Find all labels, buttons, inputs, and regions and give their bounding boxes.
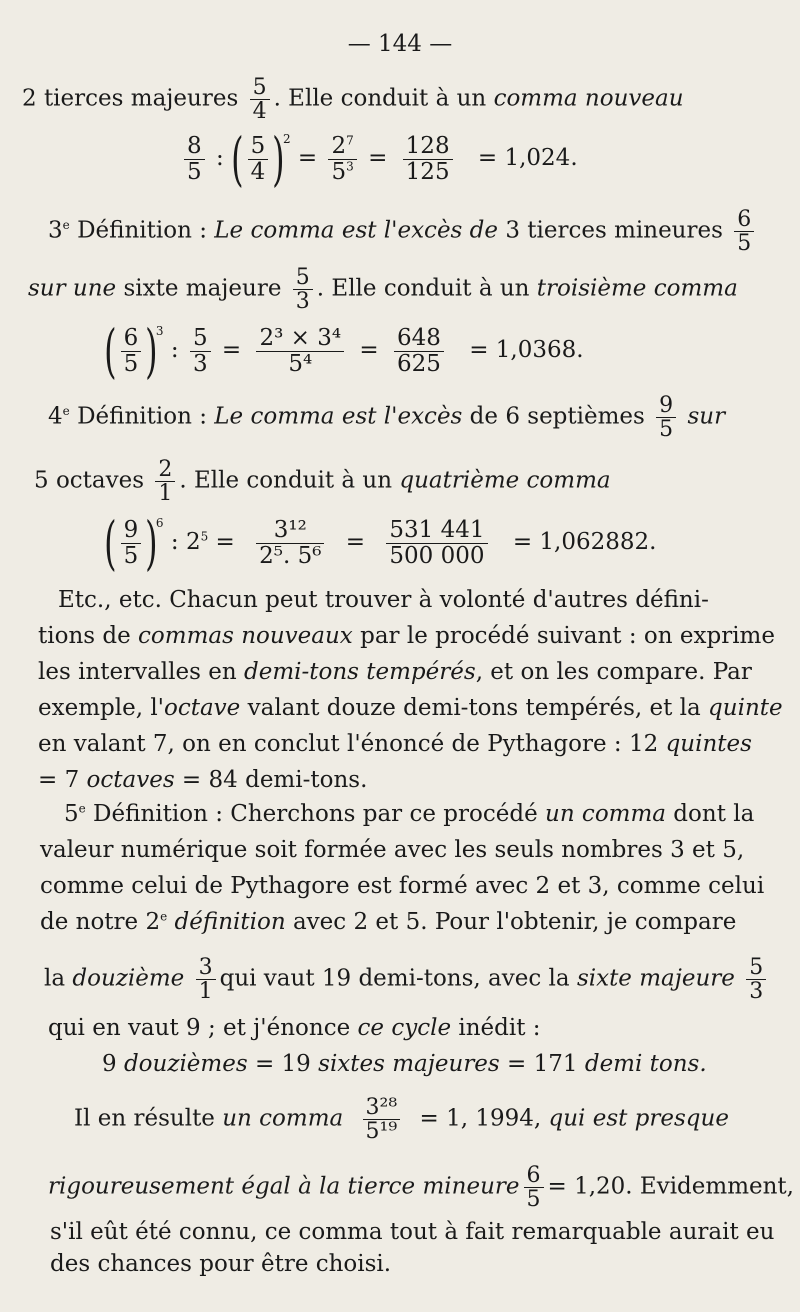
line-4: sur une sixte majeure $\frac{5}{3}$ . Elle conduit à un troisième comma bbox=[28, 265, 738, 315]
formula-2: ( $\frac{6}{5}$ )$^3$ : $\frac{5}{3}$ = $\frac{\text{2³ × 3⁴}}{\text{5⁴}}$ = $\frac{648}{625}$ = 1,0368. bbox=[104, 317, 584, 385]
formula-1: $\frac{8}{5}$ : ( $\frac{5}{4}$ )$^2$ = $\frac{2^7}{5^3}$ = $\frac{128}{125}$ = 1,024. bbox=[180, 130, 578, 188]
line-11: 9 douzièmes = 19 sixtes majeures = 171 demi tons. bbox=[102, 1051, 707, 1077]
line-13: rigoureusement égal à la tierce mineure $\frac{6}{5}$ = 1,20. Evidemment, bbox=[48, 1163, 794, 1213]
fraction: $\frac{3}{1}$ bbox=[196, 956, 216, 1003]
fraction: $\frac{6}{5}$ bbox=[121, 326, 142, 375]
line-9: la douzième $\frac{3}{1}$ qui vaut 19 demi-tons, avec la sixte majeure $\frac{5}{3}$ bbox=[44, 956, 770, 1003]
p2-line-1: 5e Définition : Cherchons par ce procédé un comma dont la bbox=[64, 801, 755, 827]
fraction: $\frac{9}{5}$ bbox=[656, 394, 676, 441]
page-number: — 144 — bbox=[347, 31, 453, 57]
line-1: 2 tierces majeures $\frac{5}{4}$ . Elle conduit à un comma nouveau bbox=[22, 75, 684, 125]
p1-line-1: Etc., etc. Chacun peut trouver à volonté d'autres défini- bbox=[58, 587, 709, 613]
fraction: $\frac{2}{1}$ bbox=[155, 458, 175, 505]
p1-line-5: en valant 7, on en conclut l'énoncé de Pythagore : 12 quintes bbox=[38, 731, 752, 757]
fraction: $\frac{128}{125}$ bbox=[403, 134, 453, 183]
fraction: $\frac{5}{3}$ bbox=[293, 266, 313, 313]
p2-line-2: valeur numérique soit formée avec les seuls nombres 3 et 5, bbox=[40, 837, 745, 863]
fraction: $\frac{6}{5}$ bbox=[524, 1164, 544, 1211]
line-14: s'il eût été connu, ce comma tout à fait remarquable aurait eu bbox=[50, 1219, 775, 1245]
fraction: $\frac{2^7}{5^3}$ bbox=[328, 134, 356, 183]
p1-line-6: = 7 octaves = 84 demi-tons. bbox=[38, 767, 368, 793]
p1-line-3: les intervalles en demi-tons tempérés, et on les compare. Par bbox=[38, 659, 752, 685]
fraction: $\frac{\text{3¹²}}{\text{2⁵. 5⁶}}$ bbox=[256, 518, 324, 567]
p1-line-4: exemple, l'octave valant douze demi-tons tempérés, et la quinte bbox=[38, 695, 783, 721]
fraction: $\frac{6}{5}$ bbox=[734, 208, 754, 255]
fraction: $\frac{\text{3²⁸}}{\text{5¹⁹}}$ bbox=[363, 1096, 401, 1143]
fraction: $\frac{8}{5}$ bbox=[184, 134, 205, 183]
line-6: 4e Définition : Le comma est l'excès de 6 septièmes $\frac{9}{5}$ sur bbox=[48, 393, 726, 443]
fraction: $\frac{\text{2³ × 3⁴}}{\text{5⁴}}$ bbox=[256, 326, 344, 375]
fraction: $\frac{5}{4}$ bbox=[250, 76, 270, 123]
line-7: 5 octaves $\frac{2}{1}$ . Elle conduit à un quatrième comma bbox=[34, 457, 611, 507]
fraction: $\frac{531 441}{500 000}$ bbox=[386, 518, 487, 567]
line-3: 3e Définition : Le comma est l'excès de 3 tierces mineures $\frac{6}{5}$ bbox=[48, 208, 758, 255]
line-15: des chances pour être choisi. bbox=[50, 1251, 392, 1277]
formula-3: ( $\frac{9}{5}$ )$^6$ : $2^5$ = $\frac{\text{3¹²}}{\text{2⁵. 5⁶}}$ = $\frac{531 441}{500 000}$ = 1,062882. bbox=[104, 509, 657, 577]
line-12: Il en résulte un comma $\frac{\text{3²⁸}}{\text{5¹⁹}}$ = 1, 1994, qui est presque bbox=[74, 1095, 729, 1145]
fraction: $\frac{9}{5}$ bbox=[121, 518, 142, 567]
fraction: $\frac{5}{4}$ bbox=[248, 134, 269, 183]
fraction: $\frac{5}{3}$ bbox=[190, 326, 211, 375]
p2-line-4: de notre 2e définition avec 2 et 5. Pour l'obtenir, je compare bbox=[40, 909, 737, 935]
p1-line-2: tions de commas nouveaux par le procédé suivant : on exprime bbox=[38, 623, 775, 649]
line-10: qui en vaut 9 ; et j'énonce ce cycle inédit : bbox=[48, 1015, 541, 1041]
fraction: $\frac{648}{625}$ bbox=[394, 326, 444, 375]
fraction: $\frac{5}{3}$ bbox=[746, 956, 766, 1003]
p2-line-3: comme celui de Pythagore est formé avec 2 et 3, comme celui bbox=[40, 873, 765, 899]
